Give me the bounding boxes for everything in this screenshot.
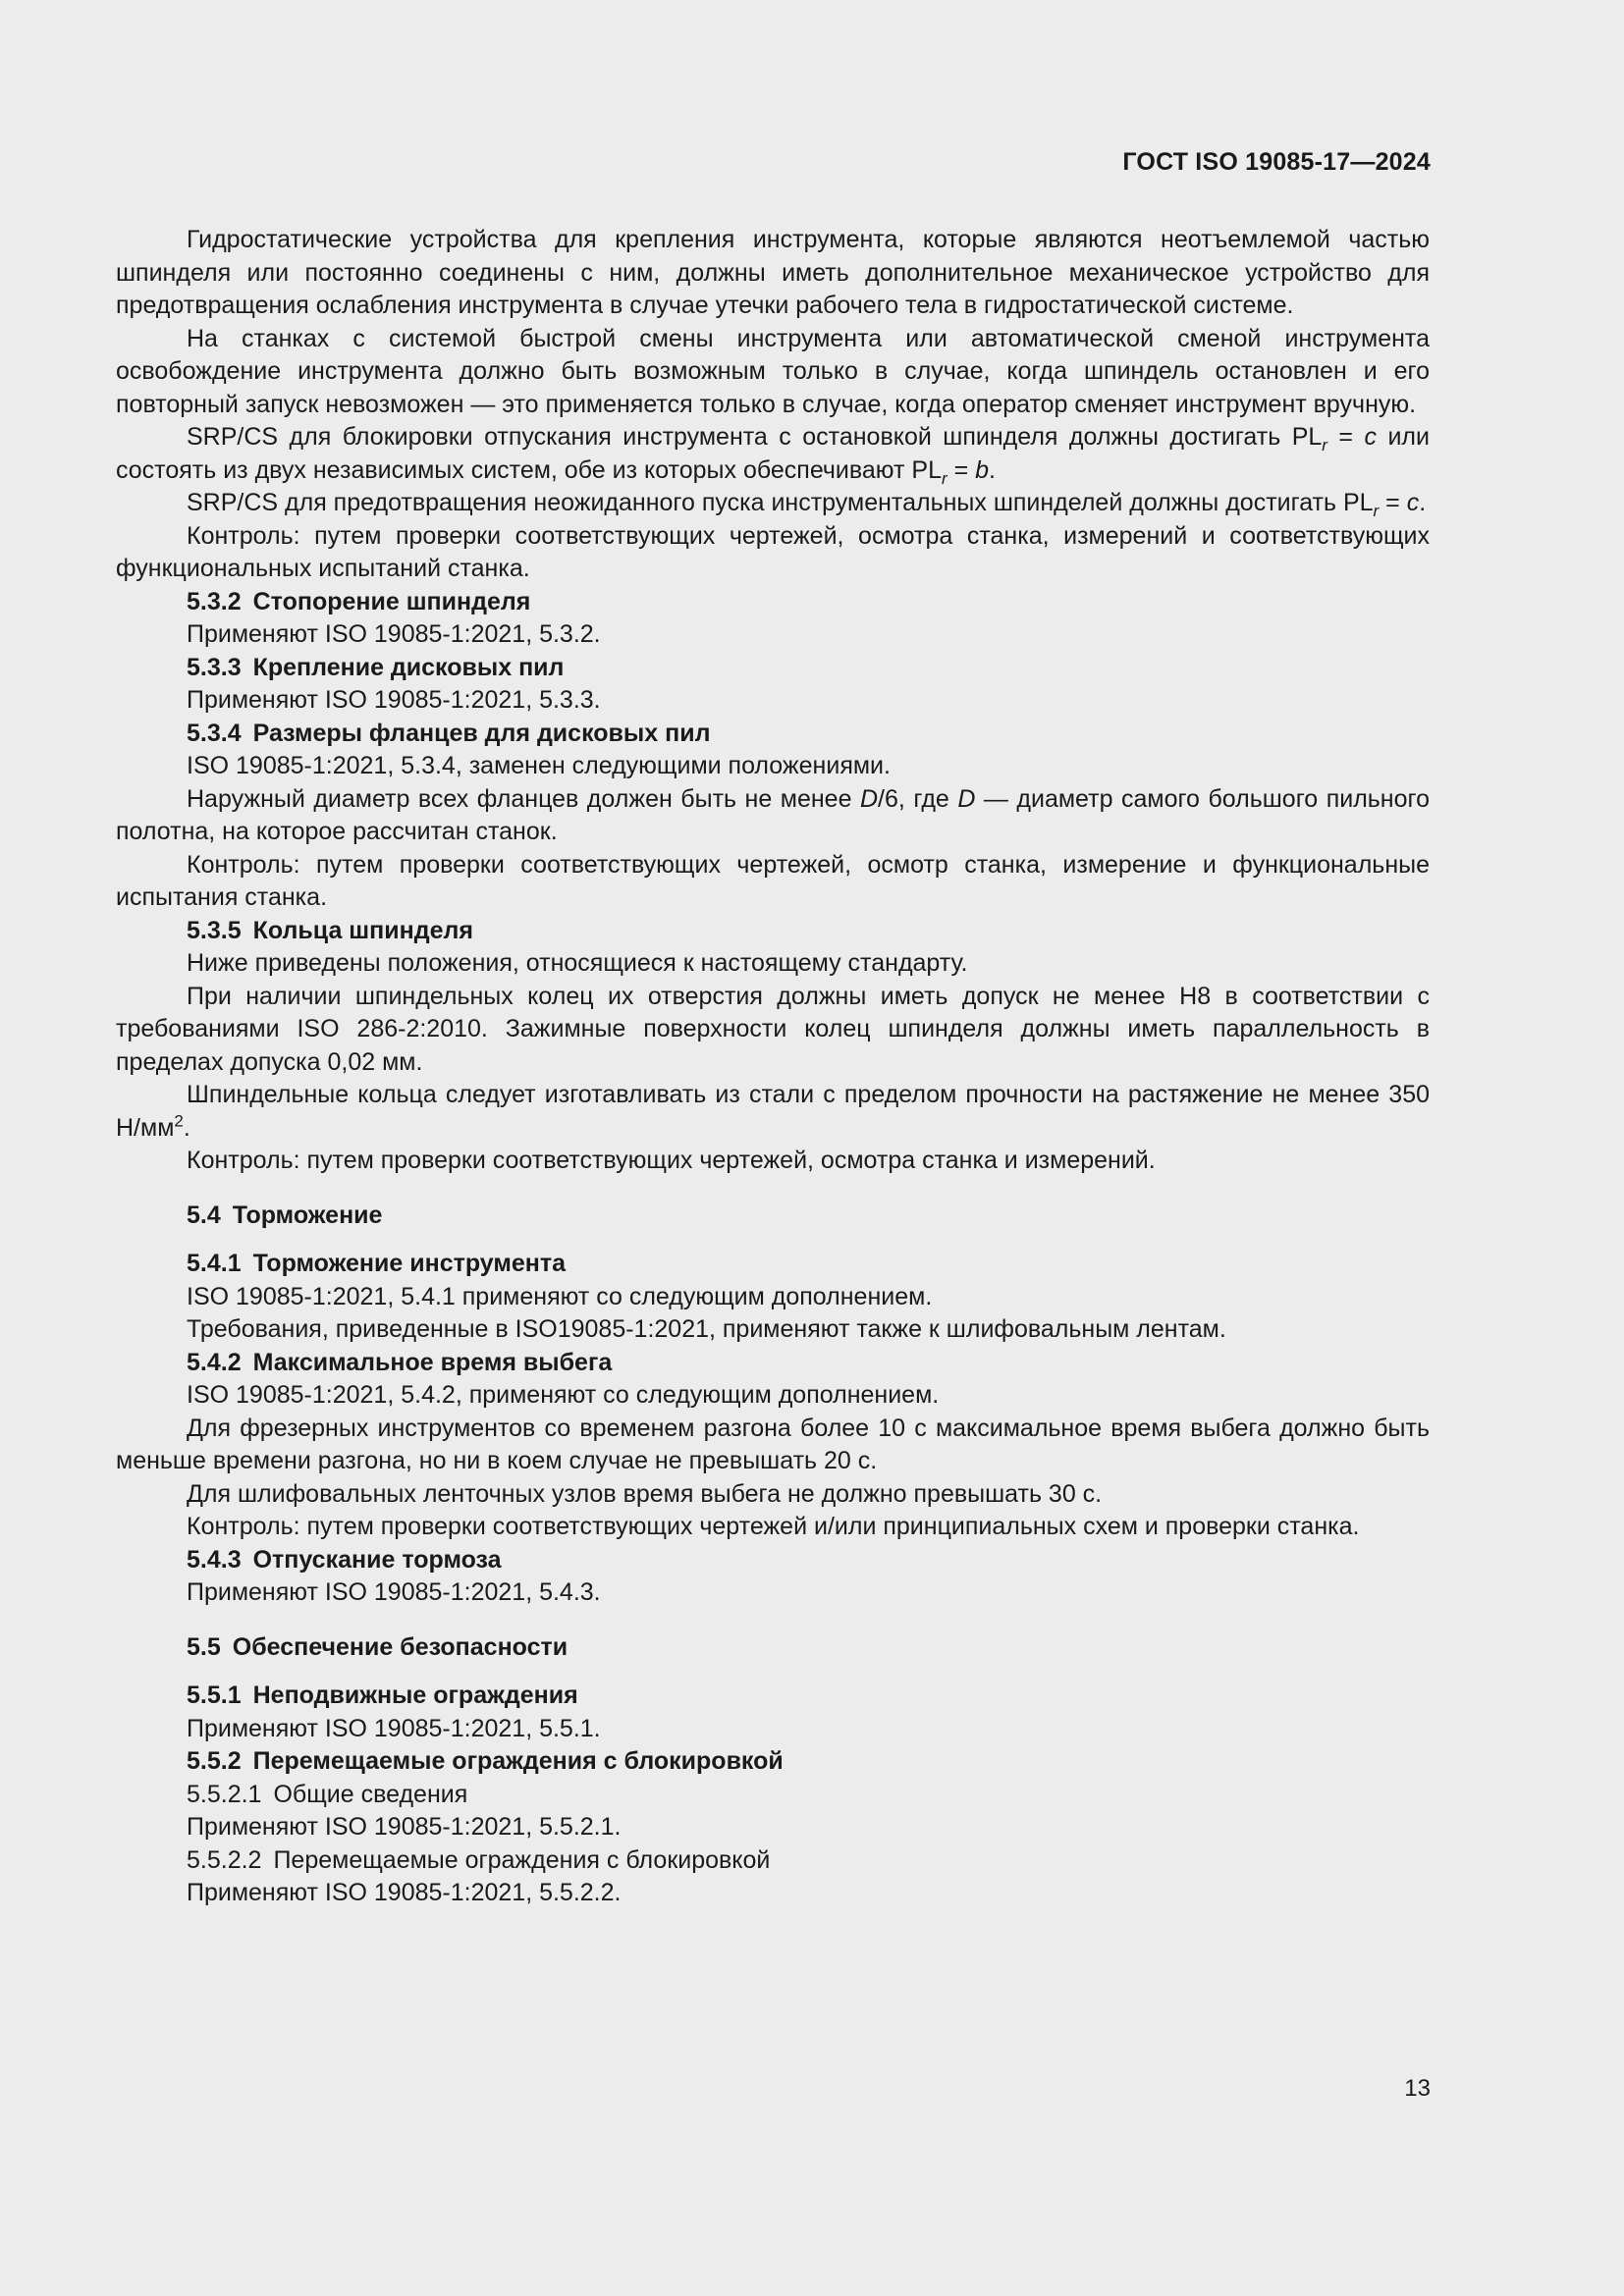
text-5-3-5-material: Шпиндельные кольца следует изготавливать из стали с пределом прочности на растяжение не менее 350 $Н/мм^2$.	[116, 1081, 1430, 1142]
text-5-4-2-verification: Контроль: путем проверки соответствующих чертежей и/или принципиальных схем и проверки станка.	[187, 1513, 1360, 1540]
heading-5-4-3: 5.4.3 Отпускание тормоза	[187, 1545, 502, 1574]
text-5-4-1-intro: ISO 19085-1:2021, 5.4.1 применяют со следующим дополнением.	[187, 1282, 933, 1310]
text-5-3-3: Применяют ISO 19085-1:2021, 5.3.3.	[187, 686, 601, 714]
text-5-3-2: Применяют ISO 19085-1:2021, 5.3.2.	[187, 620, 601, 648]
paragraph-srpcs-unexpected-start: SRP/CS для предотвращения неожиданного пуска инструментальных шпинделей должны достигать $PL_r = c$.	[187, 489, 1427, 520]
text-5-3-4-verification: Контроль: путем проверки соответствующих чертежей, осмотр станка, измерение и функциональные испытания станка.	[116, 850, 1430, 911]
heading-5-5-2: 5.5.2 Перемещаемые ограждения с блокировкой	[187, 1747, 784, 1775]
heading-5-3-3: 5.3.3 Крепление дисковых пил	[187, 653, 565, 681]
heading-5-4-2: 5.4.2 Максимальное время выбега	[187, 1348, 613, 1376]
text-5-5-2-2: Применяют ISO 19085-1:2021, 5.5.2.2.	[187, 1879, 622, 1906]
text-5-4-2-sanding: Для шлифовальных ленточных узлов время выбега не должно превышать 30 с.	[187, 1479, 1103, 1508]
text-5-3-5-verification: Контроль: путем проверки соответствующих чертежей, осмотра станка и измерений.	[187, 1147, 1156, 1174]
paragraph-quick-tool-change: На станках с системой быстрой смены инструмента или автоматической сменой инструмента освобождение инструмента должно быть возможным только в случае, когда шпиндель остановлен и его повторный запуск невозможен — это применяется только в случае, когда оператор сменяет инструмент вручную.	[116, 324, 1430, 418]
page-number: 13	[1404, 2075, 1431, 2102]
text-5-3-5-intro: Ниже приведены положения, относящиеся к настоящему стандарту.	[187, 949, 968, 977]
paragraph-srpcs-tool-release: SRP/CS для блокировки отпускания инструмента с остановкой шпинделя должны достигать $PL_r = c$ или состоять из двух независимых систем, обе из которых обеспечивают $PL_r = b$.	[116, 423, 1430, 488]
text-5-5-2-1: Применяют ISO 19085-1:2021, 5.5.2.1.	[187, 1813, 622, 1841]
heading-5-4-1: 5.4.1 Торможение инструмента	[187, 1250, 567, 1277]
document-code: ГОСТ ISO 19085-17—2024	[1122, 148, 1431, 176]
text-5-3-4-intro: ISO 19085-1:2021, 5.3.4, заменен следующими положениями.	[187, 752, 891, 779]
paragraph-hydrostatic-clamping: Гидростатические устройства для крепления инструмента, которые являются неотъемлемой частью шпинделя или постоянно соединены с ним, должны иметь дополнительное механическое устройство для предотвращения ослабления инструмента в случае утечки рабочего тела в гидростатической системе.	[116, 226, 1430, 319]
text-5-4-3: Применяют ISO 19085-1:2021, 5.4.3.	[187, 1578, 601, 1606]
text-5-4-2-milling: Для фрезерных инструментов со временем разгона более 10 с максимальное время выбега должно быть меньше времени разгона, но ни в коем случае не превышать 20 с.	[116, 1414, 1430, 1474]
text-5-3-5-tolerance: При наличии шпиндельных колец их отверстия должны иметь допуск не менее H8 в соответствии с требованиями ISO 286-2:2010. Зажимные поверхности колец шпинделя должны иметь параллельность в пределах допуска 0,02 мм.	[116, 982, 1430, 1076]
paragraph-verification: Контроль: путем проверки соответствующих чертежей, осмотра станка, измерений и соответствующих функциональных испытаний станка.	[116, 521, 1430, 582]
page-body	[116, 224, 1430, 1910]
heading-5-5: 5.5 Обеспечение безопасности	[187, 1632, 568, 1661]
text-5-4-2-intro: ISO 19085-1:2021, 5.4.2, применяют со следующим дополнением.	[187, 1381, 940, 1409]
text-5-5-1: Применяют ISO 19085-1:2021, 5.5.1.	[187, 1714, 601, 1742]
heading-5-5-1: 5.5.1 Неподвижные ограждения	[187, 1682, 578, 1709]
text-5-3-4-diameter: Наружный диаметр всех фланцев должен быть не менее D/6, где D — диаметр самого большого пильного полотна, на которое рассчитан станок.	[116, 784, 1430, 845]
heading-5-5-2-1: 5.5.2.1 Общие сведения	[187, 1780, 468, 1808]
heading-5-3-2: 5.3.2 Стопорение шпинделя	[187, 587, 531, 615]
heading-5-4: 5.4 Торможение	[187, 1201, 383, 1229]
text-5-4-1-belts: Требования, приведенные в ISO19085-1:2021, применяют также к шлифовальным лентам.	[187, 1315, 1226, 1343]
heading-5-3-5: 5.3.5 Кольца шпинделя	[187, 916, 473, 944]
heading-5-3-4: 5.3.4 Размеры фланцев для дисковых пил	[187, 719, 711, 747]
heading-5-5-2-2: 5.5.2.2 Перемещаемые ограждения с блокировкой	[187, 1845, 771, 1874]
